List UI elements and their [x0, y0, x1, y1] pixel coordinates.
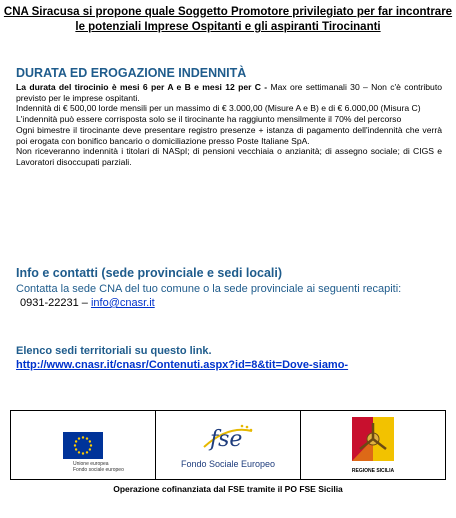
eu-caption-line-1: Unione europea: [73, 461, 109, 467]
sedi-label: Elenco sedi territoriali su questo link.: [16, 345, 212, 357]
eu-logo-cell: [11, 411, 156, 479]
info-contact-line: [16, 296, 401, 310]
durata-rest-text: Max ore settimanali 30 – Non c'è contributo previsto per le imprese ospitanti.: [16, 82, 443, 103]
header-line-2: le potenziali Imprese Ospitanti e gli aspiranti Tirocinanti: [75, 21, 381, 33]
info-title: Info e contatti (sede provinciale e sedi locali): [16, 266, 283, 280]
fse-logo-icon: [198, 421, 258, 457]
document-header: [0, 5, 456, 35]
email-link[interactable]: info@cnasr.it: [90, 297, 155, 309]
fse-text: Fondo Sociale Europeo: [180, 459, 276, 469]
eu-caption: [73, 461, 124, 473]
fse-logo-cell: [156, 411, 301, 479]
sicily-logo-cell: [301, 411, 445, 479]
sedi-link[interactable]: http://www.cnasr.it/cnasr/Contenuti.aspx?id=8&tit=Dove-siamo-: [16, 359, 349, 371]
eu-caption-line-2: Fondo sociale europeo: [73, 467, 124, 473]
sicily-caption: REGIONE SICILIA: [351, 467, 395, 474]
sicily-trinacria-icon: [352, 417, 394, 466]
footer-caption: Operazione cofinanziata dal FSE tramite il PO FSE Sicilia: [113, 484, 343, 494]
logos-box: [10, 410, 446, 480]
durata-paragraph-5: Non riceveranno indennità i titolari di NASpI; di pensioni vecchiaia o anzianità; di assegno sociale; di CIGS e Lavoratori disoccupati parziali.: [16, 146, 442, 167]
eu-flag-icon: [63, 432, 103, 459]
durata-paragraph-1: [16, 82, 442, 103]
durata-bold-text: La durata del tirocinio è mesi 6 per A e B e mesi 12 per C -: [16, 82, 268, 92]
durata-paragraph-3: L'indennità può essere corrisposta solo se il tirocinante ha raggiunto mensilmente il 70% del percorso: [16, 114, 402, 125]
durata-paragraph-4: Ogni bimestre il tirocinante deve presentare registro presenze + istanza di pagamento dell'indennità che verrà poi erogata con bonifico bancario o domiciliazione presso Poste Italiane SpA.: [16, 124, 442, 146]
fse-logo-letters: fse: [210, 427, 243, 452]
sedi-block: [16, 344, 348, 372]
info-line-1: Contatta la sede CNA del tuo comune o la sede provinciale ai seguenti recapiti:: [16, 283, 402, 295]
durata-body: [16, 82, 442, 168]
durata-title: DURATA ED EROGAZIONE INDENNITÀ: [16, 66, 247, 80]
info-block: [16, 282, 401, 310]
durata-paragraph-2: Indennità di € 500,00 lorde mensili per un massimo di € 3.000,00 (Misure A e B) e di € 6.000,00 (Misura C): [16, 103, 421, 114]
header-line-1: CNA Siracusa si propone quale Soggetto Promotore privilegiato per far incontrare: [3, 6, 453, 18]
info-phone: 0931-22231 –: [20, 297, 88, 309]
